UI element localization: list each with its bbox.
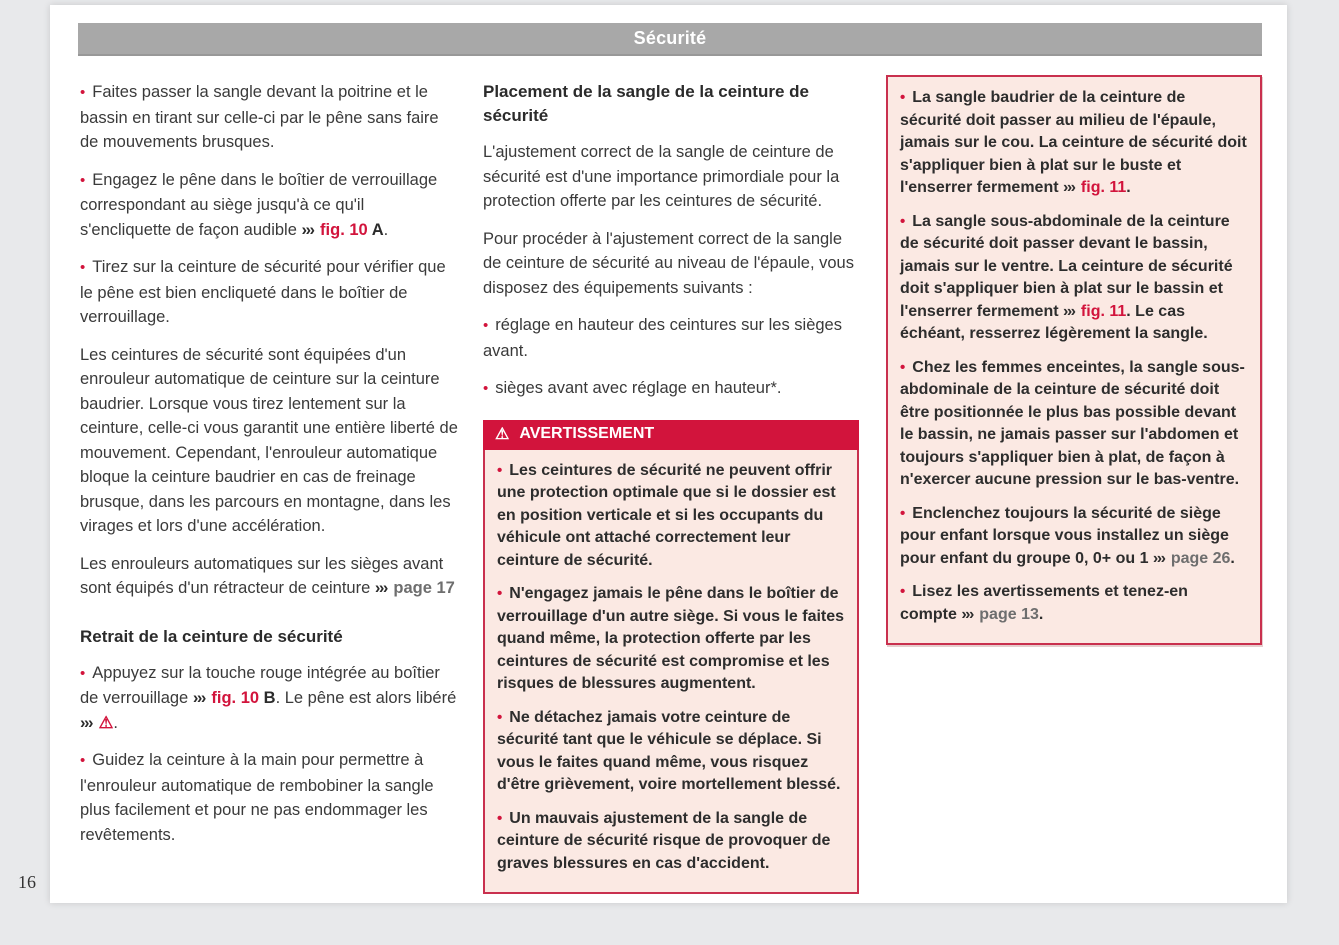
- text-run: N'engagez jamais le pêne dans le boîtier de verrouillage d'un autre siège. Si vous le faites quand même, la protection offerte par les ceintures de sécurité est compromise et les risques de blessures augmentent.: [497, 585, 845, 692]
- chapter-header-bar: [78, 23, 1262, 56]
- bullet-item: [900, 503, 1248, 571]
- cross-reference-chevrons: ›››: [374, 579, 387, 597]
- bullet-icon: •: [80, 84, 86, 101]
- text-run: sièges avant avec réglage en hauteur*.: [495, 379, 782, 397]
- text-run: Guidez la ceinture à la main pour permettre à l'enrouleur automatique de rembobiner la sangle plus facilement et pour ne pas endommager les revêtements.: [80, 751, 434, 844]
- bullet-icon: •: [900, 358, 906, 376]
- cross-reference-chevrons: ›››: [961, 605, 973, 623]
- text-run: Faites passer la sangle devant la poitrine et le bassin en tirant sur celle-ci par le pêne sans faire de mouvements brusques.: [80, 83, 439, 151]
- bullet-icon: •: [900, 89, 906, 106]
- text-run: Les ceintures de sécurité ne peuvent offrir une protection optimale que si le dossier est en position verticale et si les occupants du véhicule ont attaché correctement leur ceinture de sécurité.: [497, 461, 836, 569]
- text-run: Appuyez sur la touche rouge intégrée au boîtier de verrouillage: [80, 663, 440, 707]
- warning-box-header: [483, 420, 859, 450]
- page-title: Sécurité: [633, 28, 707, 48]
- bullet-icon: •: [497, 809, 503, 827]
- bold-text: B: [259, 689, 276, 707]
- text-run: La sangle sous-abdominale de la ceinture de sécurité doit passer devant le bassin, jamais sur le ventre. La ceinture de sécurité doit s'appliquer bien à plat sur le bassin et l'enserrer fermement: [900, 212, 1233, 320]
- bullet-item: [483, 376, 859, 402]
- text-run: .: [383, 220, 389, 239]
- bullet-item: [497, 460, 845, 573]
- bullet-icon: •: [497, 708, 503, 726]
- bullet-item: [80, 168, 458, 243]
- warning-box: [483, 420, 859, 895]
- bullet-icon: •: [483, 380, 489, 397]
- bullet-icon: •: [80, 171, 86, 189]
- bullet-icon: •: [900, 583, 906, 600]
- bullet-icon: •: [497, 461, 503, 479]
- bullet-item: [497, 583, 845, 696]
- bullet-icon: •: [900, 504, 906, 522]
- warning-triangle-icon: ⚠: [495, 425, 510, 443]
- cross-reference-chevrons: ›››: [301, 220, 314, 239]
- text-run: Un mauvais ajustement de la sangle de ceinture de sécurité risque de provoquer de graves blessures en cas d'accident.: [497, 809, 831, 872]
- cross-reference-chevrons: ›››: [192, 689, 205, 707]
- bullet-icon: •: [80, 752, 86, 769]
- figure-reference: fig. 10: [315, 220, 368, 239]
- middle-column: [483, 80, 859, 894]
- left-column: [80, 80, 458, 860]
- text-run: .: [113, 713, 118, 732]
- bullet-icon: •: [483, 317, 489, 334]
- section-heading: [483, 80, 859, 128]
- bullet-item: [900, 581, 1248, 626]
- text-run: . Le pêne est alors libéré: [275, 689, 457, 707]
- figure-reference: fig. 10: [206, 689, 260, 707]
- bullet-icon: •: [900, 212, 906, 230]
- bullet-item: [900, 357, 1248, 492]
- paragraph: [483, 140, 859, 214]
- paragraph: [80, 343, 458, 539]
- text-run: Engagez le pêne dans le boîtier de verrouillage correspondant au siège jusqu'à ce qu'il s'encliquette de façon audible: [80, 170, 438, 239]
- figure-reference: fig. 11: [1076, 179, 1127, 196]
- page-number: 16: [18, 872, 36, 892]
- text-run: Pour procéder à l'ajustement correct de la sangle de ceinture de sécurité au niveau de l'épaule, vous disposez des équipements suivants :: [483, 229, 854, 297]
- cross-reference-chevrons: ›››: [1063, 302, 1075, 320]
- text-run: Enclenchez toujours la sécurité de siège pour enfant lorsque vous installez un siège pour enfant du groupe 0, 0+ ou 1: [900, 504, 1229, 567]
- text-run: réglage en hauteur des ceintures sur les sièges avant.: [483, 316, 842, 360]
- bullet-icon: •: [497, 585, 503, 602]
- cross-reference-chevrons: ›››: [80, 713, 92, 732]
- text-run: La sangle baudrier de la ceinture de sécurité doit passer au milieu de l'épaule, jamais sur le cou. La ceinture de sécurité doit s'appliquer bien à plat sur le buste et l'enserrer fermement: [900, 89, 1247, 196]
- cross-reference-chevrons: ›››: [1152, 549, 1165, 567]
- text-run: .: [1038, 605, 1044, 623]
- text-run: Tirez sur la ceinture de sécurité pour vérifier que le pêne est bien encliqueté dans le boîtier de verrouillage.: [80, 258, 446, 326]
- bullet-icon: •: [80, 259, 86, 276]
- bullet-item: [900, 87, 1248, 200]
- text-run: Ne détachez jamais votre ceinture de sécurité tant que le véhicule se déplace. Si vous le faites quand même, vous risquez d'être grièvement, voire mortellement blessé.: [497, 708, 841, 793]
- figure-reference: fig. 11: [1076, 302, 1127, 320]
- bullet-item: [900, 211, 1248, 346]
- text-run: .: [1230, 549, 1235, 567]
- cross-reference-chevrons: ›››: [1063, 179, 1075, 196]
- bold-text: A: [367, 220, 384, 239]
- bold-text: Retrait de la ceinture de sécurité: [80, 626, 343, 646]
- text-run: .: [1126, 179, 1131, 196]
- bullet-item: [80, 748, 458, 847]
- safety-note-box: [886, 75, 1262, 645]
- bullet-item: [497, 808, 845, 876]
- text-run: Les enrouleurs automatiques sur les sièges avant sont équipés d'un rétracteur de ceinture: [80, 554, 444, 597]
- middle-column-text: [483, 80, 859, 402]
- text-run: Chez les femmes enceintes, la sangle sous-abdominale de la ceinture de sécurité doit être positionnée le plus bas possible devant le bassin, ne jamais passer sur l'abdomen et toujours s'appliquer bien à plat, de façon à n'exercer aucune pression sur le bas-ventre.: [900, 358, 1245, 488]
- warning-box-title: AVERTISSEMENT: [519, 425, 655, 443]
- bold-text: Placement de la sangle de la ceinture de sécurité: [483, 82, 809, 125]
- bullet-item: [497, 707, 845, 797]
- paragraph: [483, 227, 859, 301]
- paragraph: [80, 552, 458, 601]
- page-reference: page 26: [1166, 549, 1231, 567]
- text-run: . Le cas échéant, resserrez légèrement la sangle.: [900, 302, 1208, 342]
- bullet-icon: •: [80, 664, 86, 682]
- warning-box-body: [483, 450, 859, 895]
- bullet-item: [80, 80, 458, 155]
- bullet-item: [80, 661, 458, 736]
- text-run: Lisez les avertissements et tenez-en compte: [900, 583, 1188, 623]
- bullet-item: [483, 313, 859, 363]
- text-run: Les ceintures de sécurité sont équipées d'un enrouleur automatique de ceinture sur la ceinture baudrier. Lorsque vous tirez lentement sur la ceinture, celle-ci vous garantit une entière liberté de mouvement. Cependant, l'enrouleur automatique bloque la ceinture baudrier en cas de freinage brusque, dans les parcours en montagne, dans les virages et lors d'une accélération.: [80, 345, 458, 535]
- page-reference: page 17: [388, 579, 455, 597]
- bullet-item: [80, 255, 458, 330]
- warning-triangle-icon: ⚠: [93, 713, 114, 732]
- page-reference: page 13: [974, 605, 1039, 623]
- text-run: L'ajustement correct de la sangle de ceinture de sécurité est d'une importance primordiale pour la protection offerte par les ceintures de sécurité.: [483, 143, 840, 210]
- section-heading: [80, 625, 458, 649]
